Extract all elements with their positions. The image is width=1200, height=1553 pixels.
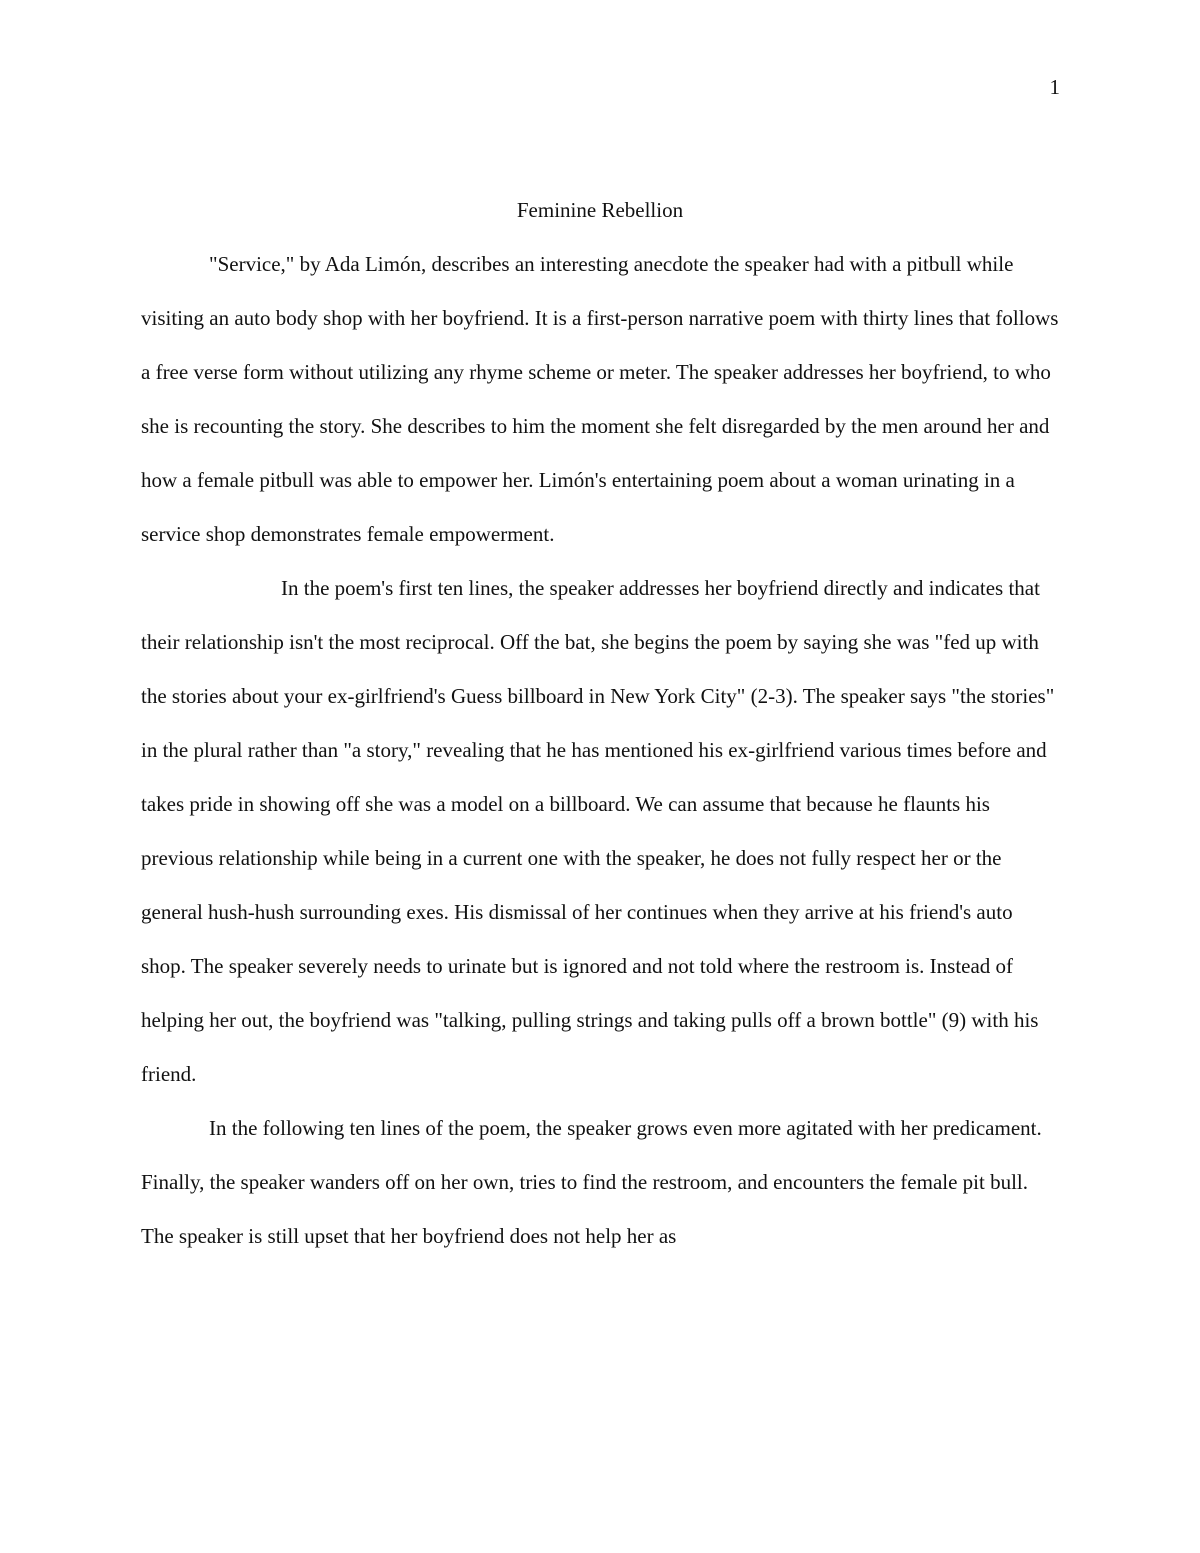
essay-title: Feminine Rebellion bbox=[516, 198, 684, 222]
document-body bbox=[141, 183, 1059, 1263]
paragraph-2: In the poem's first ten lines, the speaker addresses her boyfriend directly and indicates that their relationship isn't the most reciprocal. Off the bat, she begins the poem by saying she was "fed up with the stories about your ex-girlfriend's Guess billboard in New York City" (2-3). The speaker says "the stories" in the plural rather than "a story," revealing that he has mentioned his ex-girlfriend various times before and takes pride in showing off she was a model on a billboard. We can assume that because he flaunts his previous relationship while being in a current one with the speaker, he does not fully respect her or the general hush-hush surrounding exes. His dismissal of her continues when they arrive at his friend's auto shop. The speaker severely needs to urinate but is ignored and not told where the restroom is. Instead of helping her out, the boyfriend was "talking, pulling strings and taking pulls off a brown bottle" (9) with his friend. bbox=[141, 576, 1055, 1086]
paragraph-1: "Service," by Ada Limón, describes an interesting anecdote the speaker had with a pitbull while visiting an auto body shop with her boyfriend. It is a first-person narrative poem with thirty lines that follows a free verse form without utilizing any rhyme scheme or meter. The speaker addresses her boyfriend, to who she is recounting the story. She describes to him the moment she felt disregarded by the men around her and how a female pitbull was able to empower her. Limón's entertaining poem about a woman urinating in a service shop demonstrates female empowerment. bbox=[141, 252, 1059, 546]
paragraph-3: In the following ten lines of the poem, the speaker grows even more agitated with her predicament. Finally, the speaker wanders off on her own, tries to find the restroom, and encounters the female pit bull. The speaker is still upset that her boyfriend does not help her as bbox=[141, 1116, 1042, 1248]
page-number: 1 bbox=[1049, 75, 1060, 99]
